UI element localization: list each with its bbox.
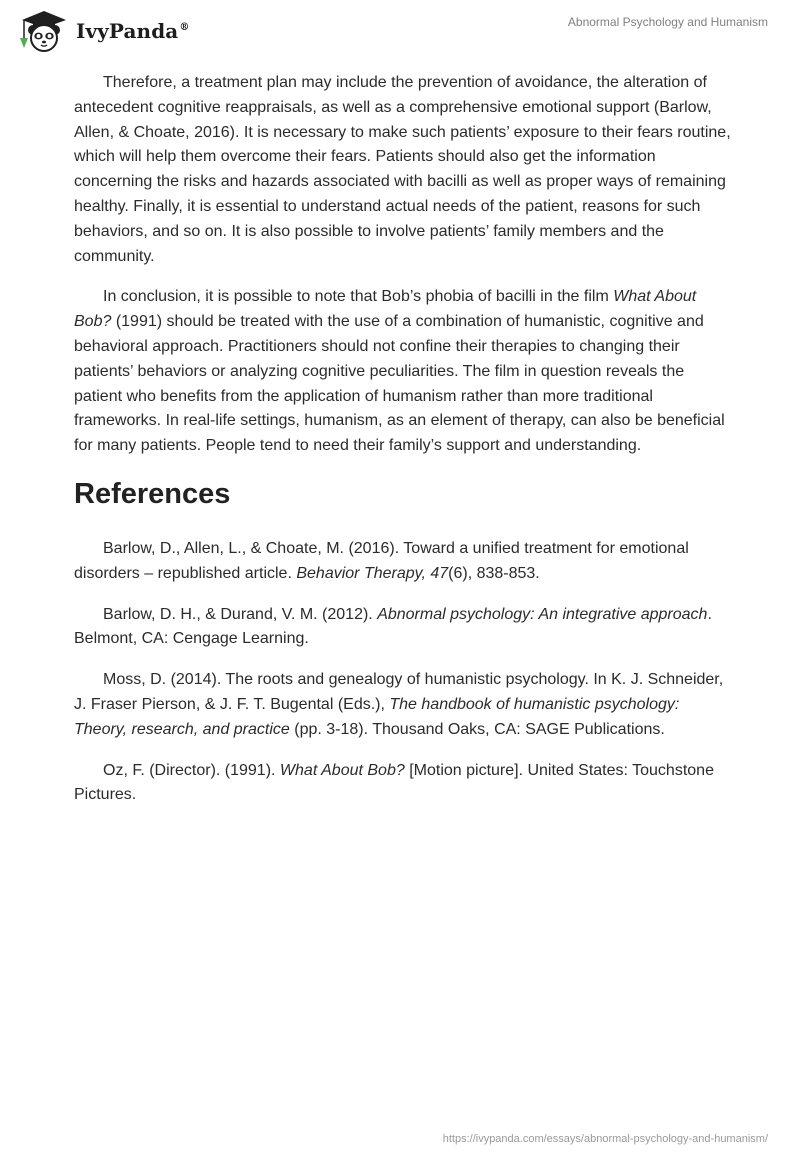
page-url-footer[interactable]: https://ivypanda.com/essays/abnormal-psychology-and-humanism/ <box>442 1133 768 1145</box>
body-paragraph: In conclusion, it is possible to note that Bob’s phobia of bacilli in the film What About Bob? (1991) should be treated with the use of a combination of humanistic, cognitive and behavioral approach. Practitioners should not confine their therapies to changing their patients’ behaviors or analyzing cognitive peculiarities. The film in question reveals the patient who benefits from the application of humanism rather than more traditional frameworks. In real-life settings, humanism, as an element of therapy, can also be beneficial for many patients. People tend to need their family’s support and understanding. <box>74 288 725 455</box>
body-paragraph: Therefore, a treatment plan may include the prevention of avoidance, the alteration of antecedent cognitive reappraisals, as well as a comprehensive emotional support (Barlow, Allen, & Choate, 2016). It is necessary to make such patients’ exposure to their fears routine, which will help them overcome their fears. Patients should also get the information concerning the risks and hazards associated with bacilli as well as proper ways of remaining healthy. Finally, it is essential to understand actual needs of the patient, reasons for such behaviors, and so on. It is also possible to involve patients’ family members and the community. <box>74 74 731 265</box>
brand-name: IvyPanda® <box>76 19 190 43</box>
essay-content <box>74 71 734 824</box>
reference-item: Barlow, D., Allen, L., & Choate, M. (2016). Toward a unified treatment for emotional disorders – republished article. Behavior Therapy, 47(6), 838-853. <box>74 539 689 582</box>
reference-item: Moss, D. (2014). The roots and genealogy of humanistic psychology. In K. J. Schneider, J. Fraser Pierson, & J. F. T. Bugental (Eds.), The handbook of humanistic psychology: Theory, research, and practice (pp. 3-18). Thousand Oaks, CA: SAGE Publications. <box>74 671 724 738</box>
page-header <box>0 0 800 62</box>
panda-graduate-icon <box>14 8 72 54</box>
reference-item: Barlow, D. H., & Durand, V. M. (2012). Abnormal psychology: An integrative approach. Belmont, CA: Cengage Learning. <box>74 605 712 648</box>
reference-item: Oz, F. (Director). (1991). What About Bob? [Motion picture]. United States: Touchstone Pictures. <box>74 761 714 804</box>
document-title: Abnormal Psychology and Humanism <box>567 15 768 29</box>
ivypanda-logo[interactable] <box>14 8 189 54</box>
references-heading: References <box>74 477 231 510</box>
